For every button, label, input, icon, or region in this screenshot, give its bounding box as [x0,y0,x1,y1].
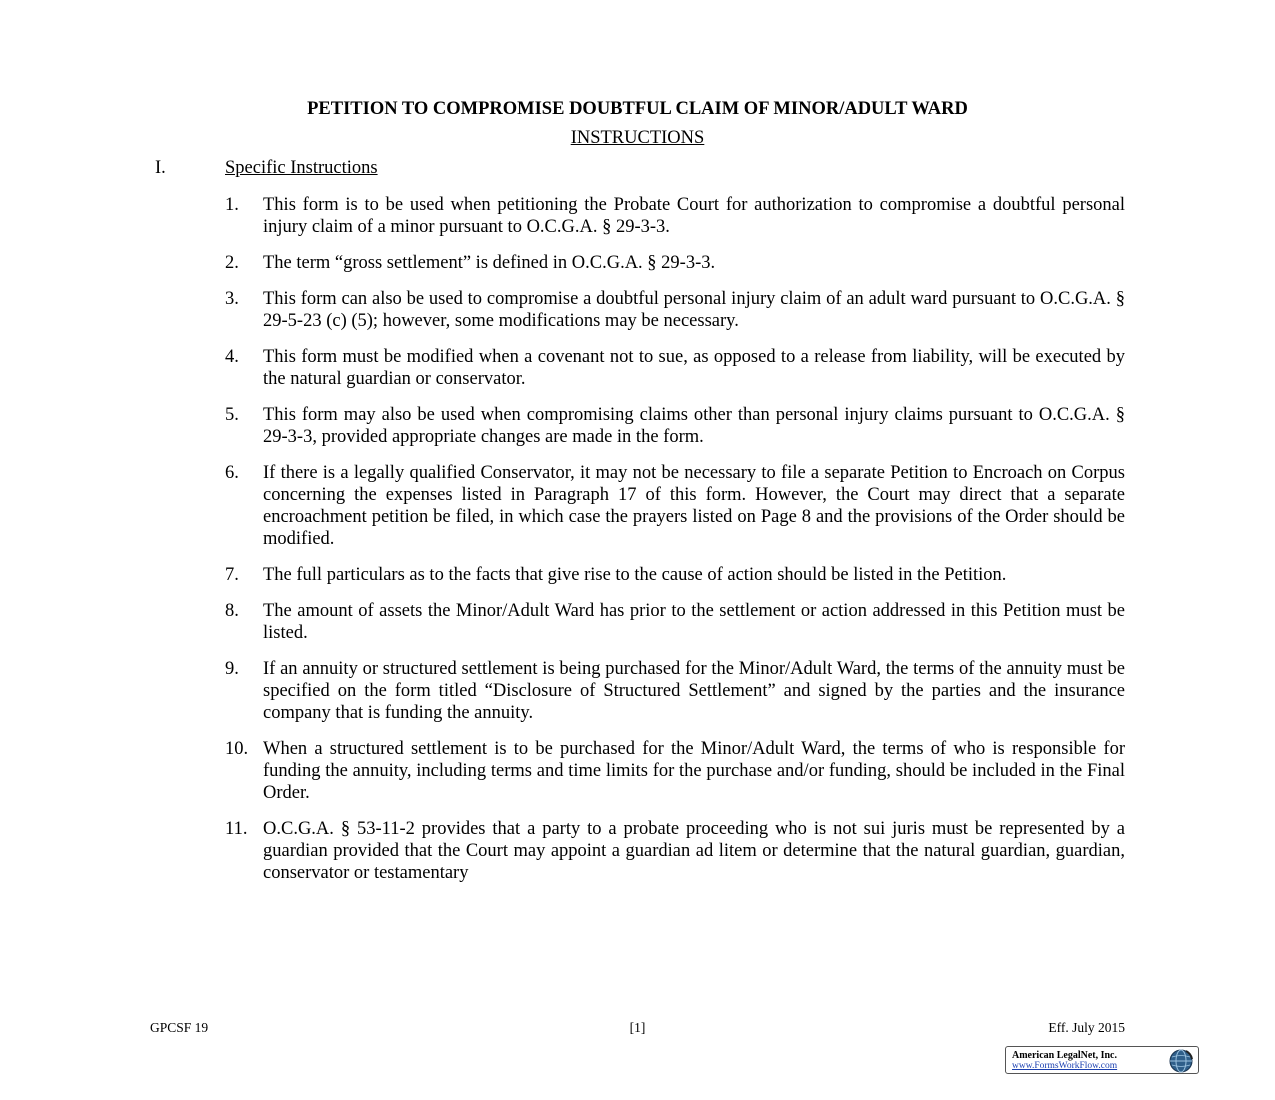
document-subtitle: INSTRUCTIONS [570,128,705,148]
item-text: The amount of assets the Minor/Adult Ward has prior to the settlement or action addressed in this Petition must be listed. [263,601,1125,643]
section-heading [155,156,378,180]
list-item [225,818,1125,884]
item-text: This form must be modified when a covenant not to sue, as opposed to a release from liability, will be executed by the natural guardian or conservator. [263,347,1125,389]
item-number: 10. [225,739,249,759]
item-number: 9. [225,659,239,679]
item-number: 11. [225,819,248,839]
publisher-logo[interactable] [1005,1046,1199,1074]
list-item [225,738,1125,804]
item-text: If an annuity or structured settlement is being purchased for the Minor/Adult Ward, the terms of the annuity must be specified on the form titled “Disclosure of Structured Settlement” and signed by the parties and the insurance company that is funding the annuity. [263,659,1125,723]
instruction-list [225,194,1125,898]
item-number: 5. [225,405,239,425]
item-text: O.C.G.A. § 53-11-2 provides that a party to a probate proceeding who is not sui juris must be represented by a guardian provided that the Court may appoint a guardian ad litem or determine that the natural guardian, guardian, conservator or testamentary [263,819,1125,883]
item-text: The term “gross settlement” is defined in O.C.G.A. § 29-3-3. [263,253,716,273]
item-text: The full particulars as to the facts that give rise to the cause of action should be listed in the Petition. [263,565,1007,585]
item-text: This form is to be used when petitioning the Probate Court for authorization to compromise a doubtful personal injury claim of a minor pursuant to O.C.G.A. § 29-3-3. [263,195,1125,237]
list-item [225,288,1125,332]
item-text: This form may also be used when compromising claims other than personal injury claims pursuant to O.C.G.A. § 29-3-3, provided appropriate changes are made in the form. [263,405,1125,447]
list-item [225,404,1125,448]
footer-form-id: GPCSF 19 [150,1020,209,1035]
globe-icon [1168,1048,1194,1074]
list-item [225,194,1125,238]
item-text: If there is a legally qualified Conservator, it may not be necessary to file a separate Petition to Encroach on Corpus concerning the expenses listed in Paragraph 17 of this form. However, the Court may direct that a separate encroachment petition be filed, in which case the prayers listed on Page 8 and the provisions of the Order should be modified. [263,463,1125,549]
item-number: 8. [225,601,239,621]
item-number: 1. [225,195,239,215]
footer-page-number: [1] [629,1020,646,1035]
item-number: 4. [225,347,239,367]
list-item [225,462,1125,550]
item-text: This form can also be used to compromise a doubtful personal injury claim of an adult ward pursuant to O.C.G.A. § 29-5-23 (c) (5); however, some modifications may be necessary. [263,289,1125,331]
section-label: Specific Instructions [225,158,378,178]
list-item [225,600,1125,644]
list-item [225,658,1125,724]
item-number: 7. [225,565,239,585]
footer-effective-date: Eff. July 2015 [1048,1020,1125,1035]
publisher-link[interactable]: www.FormsWorkFlow.com [1012,1061,1118,1071]
list-item [225,564,1125,586]
publisher-name: American LegalNet, Inc. [1012,1050,1117,1061]
section-number: I. [155,158,166,178]
document-title: PETITION TO COMPROMISE DOUBTFUL CLAIM OF MINOR/ADULT WARD [307,99,968,119]
item-number: 3. [225,289,239,309]
list-item [225,252,1125,274]
item-number: 2. [225,253,239,273]
item-text: When a structured settlement is to be purchased for the Minor/Adult Ward, the terms of who is responsible for funding the annuity, including terms and time limits for the purchase and/or funding, should be included in the Final Order. [263,739,1125,803]
item-number: 6. [225,463,239,483]
list-item [225,346,1125,390]
